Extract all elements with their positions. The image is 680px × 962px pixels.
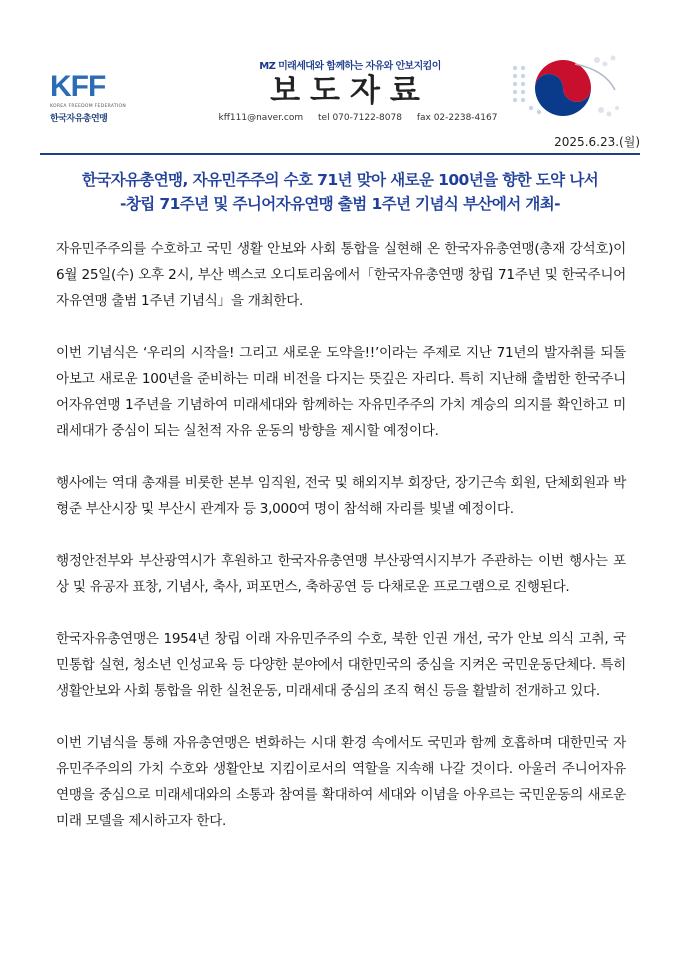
paragraph: 이번 기념식은 ‘우리의 시작을! 그리고 새로운 도약을!!’이라는 주제로 지난 71년의 발자취를 되돌아보고 새로운 100년을 준비하는 미래 비전을 다지는 뜻깊은 자리다. 특히 지난해 출범한 한국주니어자유연맹 1주년을 기념하여 미래세대와 함께하는 자유민주주의 가치 계승의 의지를 확인하고 미래세대가 중심이 되는 실천적 자유 운동의 방향을 제시할 예정이다.: [56, 345, 626, 439]
taegeuk-emblem-icon: [505, 50, 625, 125]
article-body: [56, 236, 626, 860]
paragraph: 행사에는 역대 총재를 비롯한 본부 임직원, 전국 및 해외지부 회장단, 장기근속 회원, 단체회원과 박형준 부산시장 및 부산시 관계자 등 3,000여 명이 참석해 자리를 빛낼 예정이다.: [56, 475, 626, 517]
logo-subtitle: KOREA FREEDOM FEDERATION: [50, 104, 127, 109]
paragraph: 행정안전부와 부산광역시가 후원하고 한국자유총연맹 부산광역시지부가 주관하는 이번 행사는 포상 및 유공자 표창, 기념사, 축사, 퍼포먼스, 축하공연 등 다채로운 프로그램으로 진행된다.: [56, 553, 626, 595]
paragraph: 자유민주주의를 수호하고 국민 생활 안보와 사회 통합을 실현해 온 한국자유총연맹(총재 강석호)이 6월 25일(수) 오후 2시, 부산 벡스코 오디토리움에서「한국자유총연맹 창립 71주년 및 한국주니어자유연맹 출범 1주년 기념식」을 개최한다.: [56, 241, 626, 309]
logo-korean-name: 한국자유총연맹: [50, 114, 108, 124]
headline-main: 한국자유총연맹, 자유민주주의 수호 71년 맞아 새로운 100년을 향한 도약 나서: [81, 171, 599, 189]
page-title: 보도자료: [270, 73, 430, 109]
tagline: MZ 미래세대와 함께하는 자유와 안보지킴이: [259, 61, 441, 72]
contact-email: kff111@naver.com: [218, 113, 304, 123]
logo-mark: KFF: [50, 70, 106, 103]
kff-logo: [50, 72, 130, 124]
contact-tel: tel 070-7122-8078: [318, 113, 402, 123]
headline: [40, 168, 640, 216]
release-date: 2025.6.23.(월): [554, 135, 640, 149]
paragraph: 이번 기념식을 통해 자유총연맹은 변화하는 시대 환경 속에서도 국민과 함께 호흡하며 대한민국 자유민주주의의 가치 수호와 생활안보 지킴이로서의 역할을 지속해 나갈 것이다. 아울러 주니어자유연맹을 중심으로 미래세대와의 소통과 참여를 확대하여 세대와 이념을 아우르는 국민운동의 새로운 미래 모델을 제시하고자 한다.: [56, 735, 626, 829]
press-release-header: [0, 0, 680, 150]
contact-fax: fax 02-2238-4167: [416, 113, 498, 123]
header-divider: [40, 153, 640, 155]
paragraph: 한국자유총연맹은 1954년 창립 이래 자유민주주의 수호, 북한 인권 개선, 국가 안보 의식 고취, 국민통합 실현, 청소년 인성교육 등 다양한 분야에서 대한민국의 중심을 지켜온 국민운동단체다. 특히 생활안보와 사회 통합을 위한 실천운동, 미래세대 중심의 조직 혁신 등을 활발히 전개하고 있다.: [56, 631, 626, 699]
contact-info: [198, 113, 518, 123]
headline-sub: -창립 71주년 및 주니어자유연맹 출범 1주년 기념식 부산에서 개최-: [120, 195, 560, 213]
